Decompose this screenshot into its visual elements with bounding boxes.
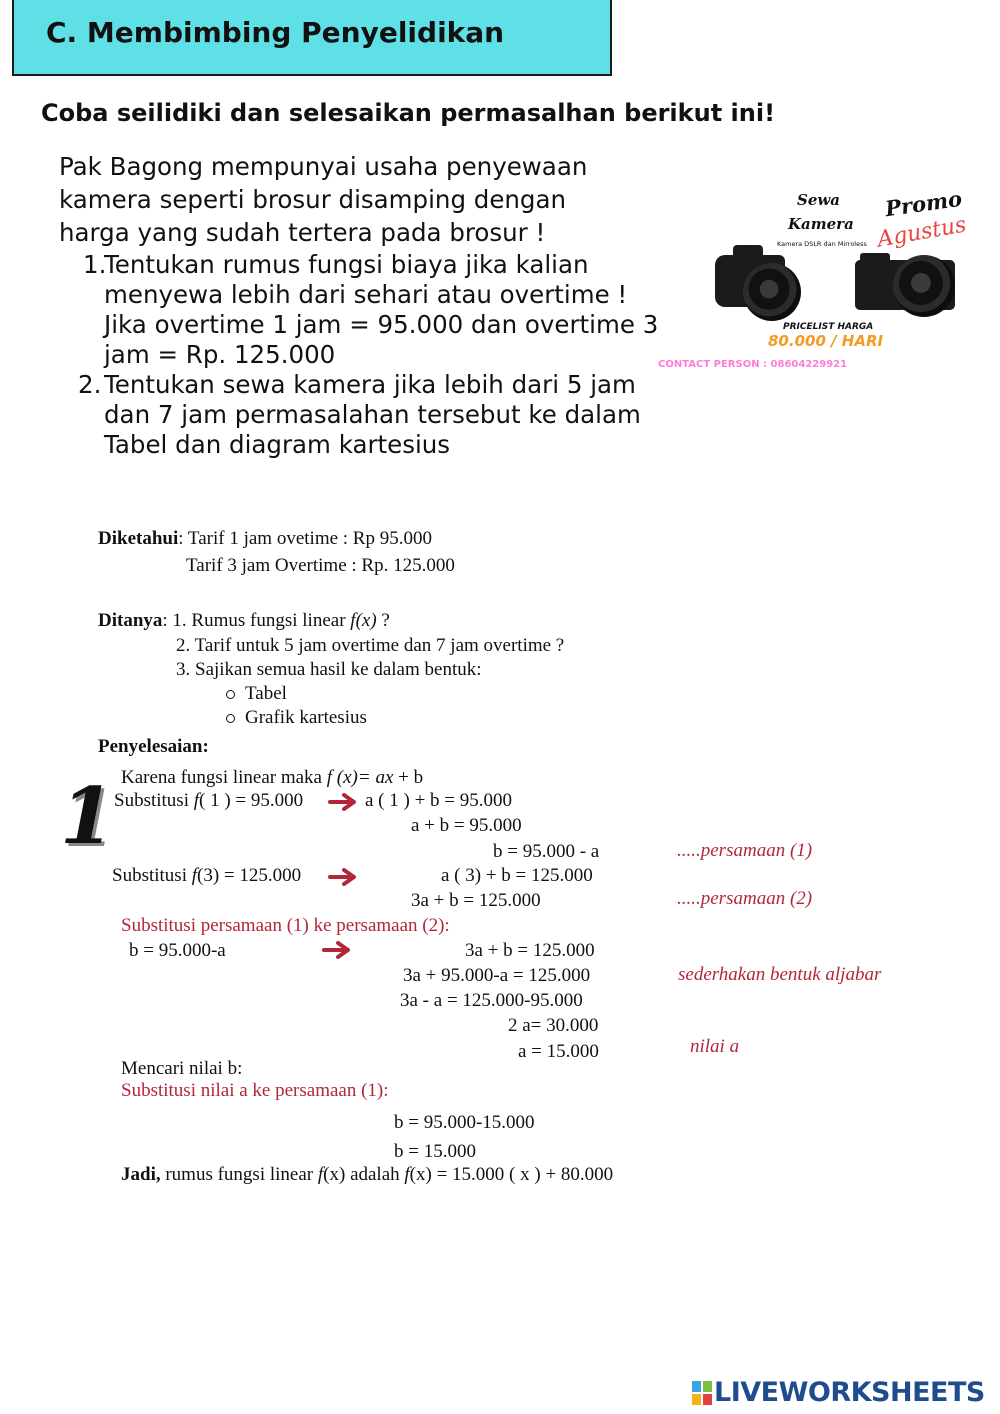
subst-nilai-a: Substitusi nilai a ke persamaan (1): (121, 1080, 389, 1101)
b-expression: b = 95.000-a (129, 940, 226, 961)
liveworksheets-logo-icon (692, 1381, 712, 1405)
note-persamaan-1: .....persamaan (1) (677, 840, 813, 861)
step-4: 2 a= 30.000 (508, 1015, 599, 1036)
ditanya-q1-pre: : 1. Rumus fungsi linear (162, 610, 351, 631)
jadi-mid: adalah (345, 1164, 405, 1185)
story-line-3: harga yang sudah tertera pada brosur ! (59, 218, 546, 247)
liveworksheets-logo (692, 1377, 985, 1408)
mencari-nilai-b: Mencari nilai b: (121, 1058, 243, 1079)
brochure-subtitle: Kamera DSLR dan Mirroless (777, 240, 867, 248)
bullet-text: Grafik kartesius (245, 707, 367, 728)
story-line-2: kamera seperti brosur disamping dengan (59, 185, 567, 214)
karena-formula: f (x)= ax (326, 767, 394, 788)
ditanya-q3: 3. Sajikan semua hasil ke dalam bentuk: (176, 659, 482, 680)
ditanya-line-1 (98, 610, 390, 632)
section-title: C. Membimbing Penyelidikan (46, 16, 505, 49)
brochure-contact: CONTACT PERSON : 08604229921 (658, 359, 848, 370)
jadi-x2: (x) (409, 1164, 432, 1185)
b-calc-1: b = 95.000-15.000 (394, 1112, 535, 1133)
note-persamaan-2: .....persamaan (2) (677, 888, 813, 909)
brochure-promo: Promo (883, 185, 964, 222)
sub1-post: ( 1 ) = 95.000 (199, 790, 304, 811)
note-sederhana: sederhakan bentuk aljabar (678, 964, 882, 985)
arrow-right-icon (328, 793, 358, 811)
step-5: a = 15.000 (518, 1041, 599, 1062)
brochure-agustus: Agustus (875, 212, 969, 253)
step-2: 3a + 95.000-a = 125.000 (403, 965, 591, 986)
brochure-price: 80.000 / HARI (768, 332, 884, 350)
ditanya-q2: 2. Tarif untuk 5 jam overtime dan 7 jam overtime ? (176, 635, 565, 656)
item-2-line-1: Tentukan sewa kamera jika lebih dari 5 jam (104, 370, 636, 399)
eq-a-plus-b: a + b = 95.000 (411, 815, 522, 836)
jadi-post: = 15.000 ( x ) + 80.000 (431, 1164, 614, 1185)
eq-b: b = 95.000 - a (493, 841, 600, 862)
jadi-pre: rumus fungsi linear (160, 1164, 318, 1185)
item-2-number: 2. (78, 370, 102, 399)
eq-3a-plus-b: 3a + b = 125.000 (411, 890, 541, 911)
jadi-line (121, 1164, 613, 1186)
item-2-line-3: Tabel dan diagram kartesius (104, 430, 451, 459)
substitusi-3-left (112, 865, 301, 887)
diketahui-line-2: Tarif 3 jam Overtime : Rp. 125.000 (186, 555, 455, 576)
ditanya-bullet-2 (226, 707, 367, 729)
instruction-text: Coba seilidiki dan selesaikan permasalhan berikut ini! (41, 99, 776, 127)
brochure-kamera: Kamera (788, 215, 854, 233)
sub3-post: (3) = 125.000 (197, 865, 302, 886)
item-1-line-2: menyewa lebih dari sehari atau overtime ! (104, 280, 628, 309)
item-1-number: 1. (83, 250, 107, 279)
liveworksheets-brand: LIVEWORKSHEETS (714, 1377, 985, 1408)
camera-rental-brochure (655, 185, 975, 380)
item-1-line-4: jam = Rp. 125.000 (104, 340, 336, 369)
subst-heading: Substitusi persamaan (1) ke persamaan (2): (121, 915, 450, 936)
substitusi-3-right: a ( 3) + b = 125.000 (441, 865, 593, 886)
sub1-pre: Substitusi (114, 790, 194, 811)
story-line-1: Pak Bagong mempunyai usaha penyewaan (59, 152, 588, 181)
karena-line (121, 767, 423, 789)
ditanya-q1-fx: f(x) (350, 610, 377, 631)
sub1-f: f (193, 790, 200, 811)
note-nilai-a: nilai a (690, 1036, 740, 1057)
jadi-x1: (x) (323, 1164, 346, 1185)
ditanya-label: Ditanya (98, 610, 163, 631)
item-1-line-3: Jika overtime 1 jam = 95.000 dan overtime 3 (104, 310, 659, 339)
jadi-f1: f (317, 1164, 324, 1185)
diketahui-line-1 (98, 528, 432, 550)
substitusi-1-left (114, 790, 303, 812)
step-number-badge: 1 (60, 771, 115, 862)
brochure-pricelist: PRICELIST HARGA (783, 322, 874, 332)
substitusi-1-right: a ( 1 ) + b = 95.000 (365, 790, 513, 811)
karena-post: + b (393, 767, 424, 788)
penyelesaian-label: Penyelesaian: (98, 736, 209, 757)
sub3-f: f (191, 865, 198, 886)
diketahui-value-1: : Tarif 1 jam ovetime : Rp 95.000 (178, 528, 432, 549)
arrow-right-icon (322, 941, 352, 959)
item-2-line-2: dan 7 jam permasalahan tersebut ke dalam (104, 400, 641, 429)
arrow-right-icon (328, 868, 358, 886)
step-1: 3a + b = 125.000 (465, 940, 595, 961)
jadi-f2: f (404, 1164, 410, 1185)
bullet-text: Tabel (245, 683, 287, 704)
item-1-line-1: Tentukan rumus fungsi biaya jika kalian (104, 250, 589, 279)
karena-text: Karena fungsi linear maka (121, 767, 327, 788)
sub3-pre: Substitusi (112, 865, 192, 886)
bullet-circle-icon (226, 714, 235, 723)
b-calc-2: b = 15.000 (394, 1141, 476, 1162)
diketahui-label: Diketahui (98, 528, 179, 549)
ditanya-bullet-1 (226, 683, 287, 705)
jadi-label: Jadi, (121, 1164, 161, 1185)
step-3: 3a - a = 125.000-95.000 (400, 990, 583, 1011)
brochure-sewa: Sewa (797, 191, 841, 209)
bullet-circle-icon (226, 690, 235, 699)
ditanya-q1-post: ? (376, 610, 390, 631)
